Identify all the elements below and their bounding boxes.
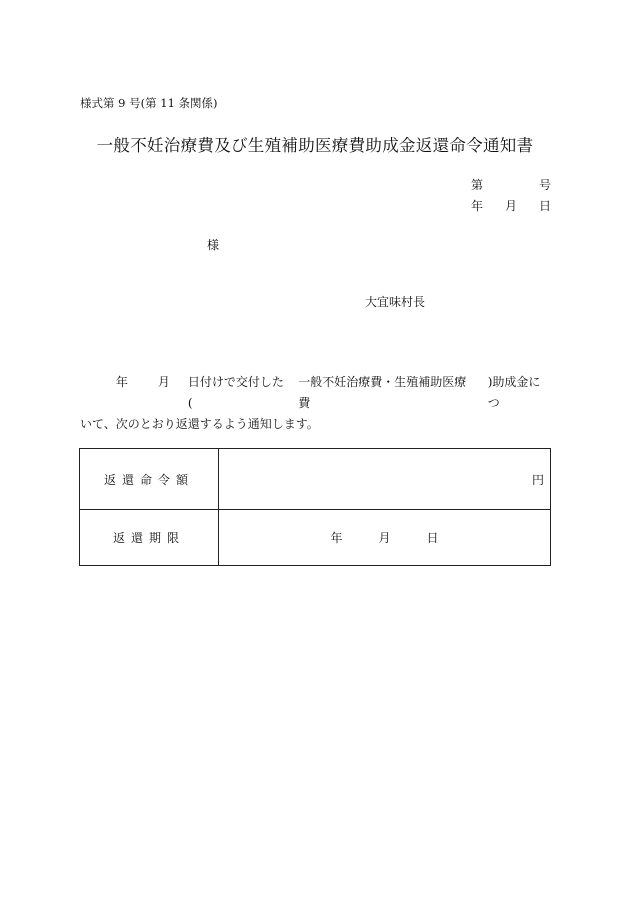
issue-year: 年 bbox=[471, 199, 484, 213]
deadline-day: 日 bbox=[426, 531, 439, 545]
body-day-text: 日付けで交付した( bbox=[187, 375, 284, 410]
form-number-label: 様式第 9 号(第 11 条関係) bbox=[80, 96, 218, 110]
number-suffix: 号 bbox=[538, 178, 551, 192]
body-grant-tail: )助成金につ bbox=[487, 375, 541, 410]
body-month: 月 bbox=[157, 375, 170, 389]
notice-body bbox=[80, 372, 552, 435]
document-number-row bbox=[471, 175, 551, 196]
addressee: 様 bbox=[207, 238, 220, 252]
issue-month: 月 bbox=[504, 199, 517, 213]
body-year: 年 bbox=[115, 375, 128, 389]
body-grant-name: 一般不妊治療費・生殖補助医療費 bbox=[298, 375, 467, 410]
reference-block bbox=[471, 175, 551, 217]
notice-body-line-2: いて、次のとおり返還するよう通知します。 bbox=[80, 417, 319, 431]
deadline-month: 月 bbox=[378, 531, 391, 545]
amount-value-cell bbox=[219, 449, 551, 510]
document-title: 一般不妊治療費及び生殖補助医療費助成金返還命令通知書 bbox=[96, 136, 534, 155]
amount-label: 返還命令額 bbox=[80, 449, 219, 510]
table-row bbox=[80, 510, 551, 566]
notice-body-line-1 bbox=[80, 372, 552, 414]
deadline-year: 年 bbox=[330, 531, 343, 545]
amount-unit: 円 bbox=[531, 472, 544, 487]
issue-day: 日 bbox=[538, 199, 551, 213]
deadline-label: 返還期限 bbox=[80, 510, 219, 566]
deadline-value-cell bbox=[219, 510, 551, 566]
number-prefix: 第 bbox=[471, 178, 484, 192]
table-row bbox=[80, 449, 551, 510]
repayment-table bbox=[79, 448, 551, 566]
issue-date-row bbox=[471, 196, 551, 217]
issuer-name: 大宜味村長 bbox=[365, 295, 426, 309]
